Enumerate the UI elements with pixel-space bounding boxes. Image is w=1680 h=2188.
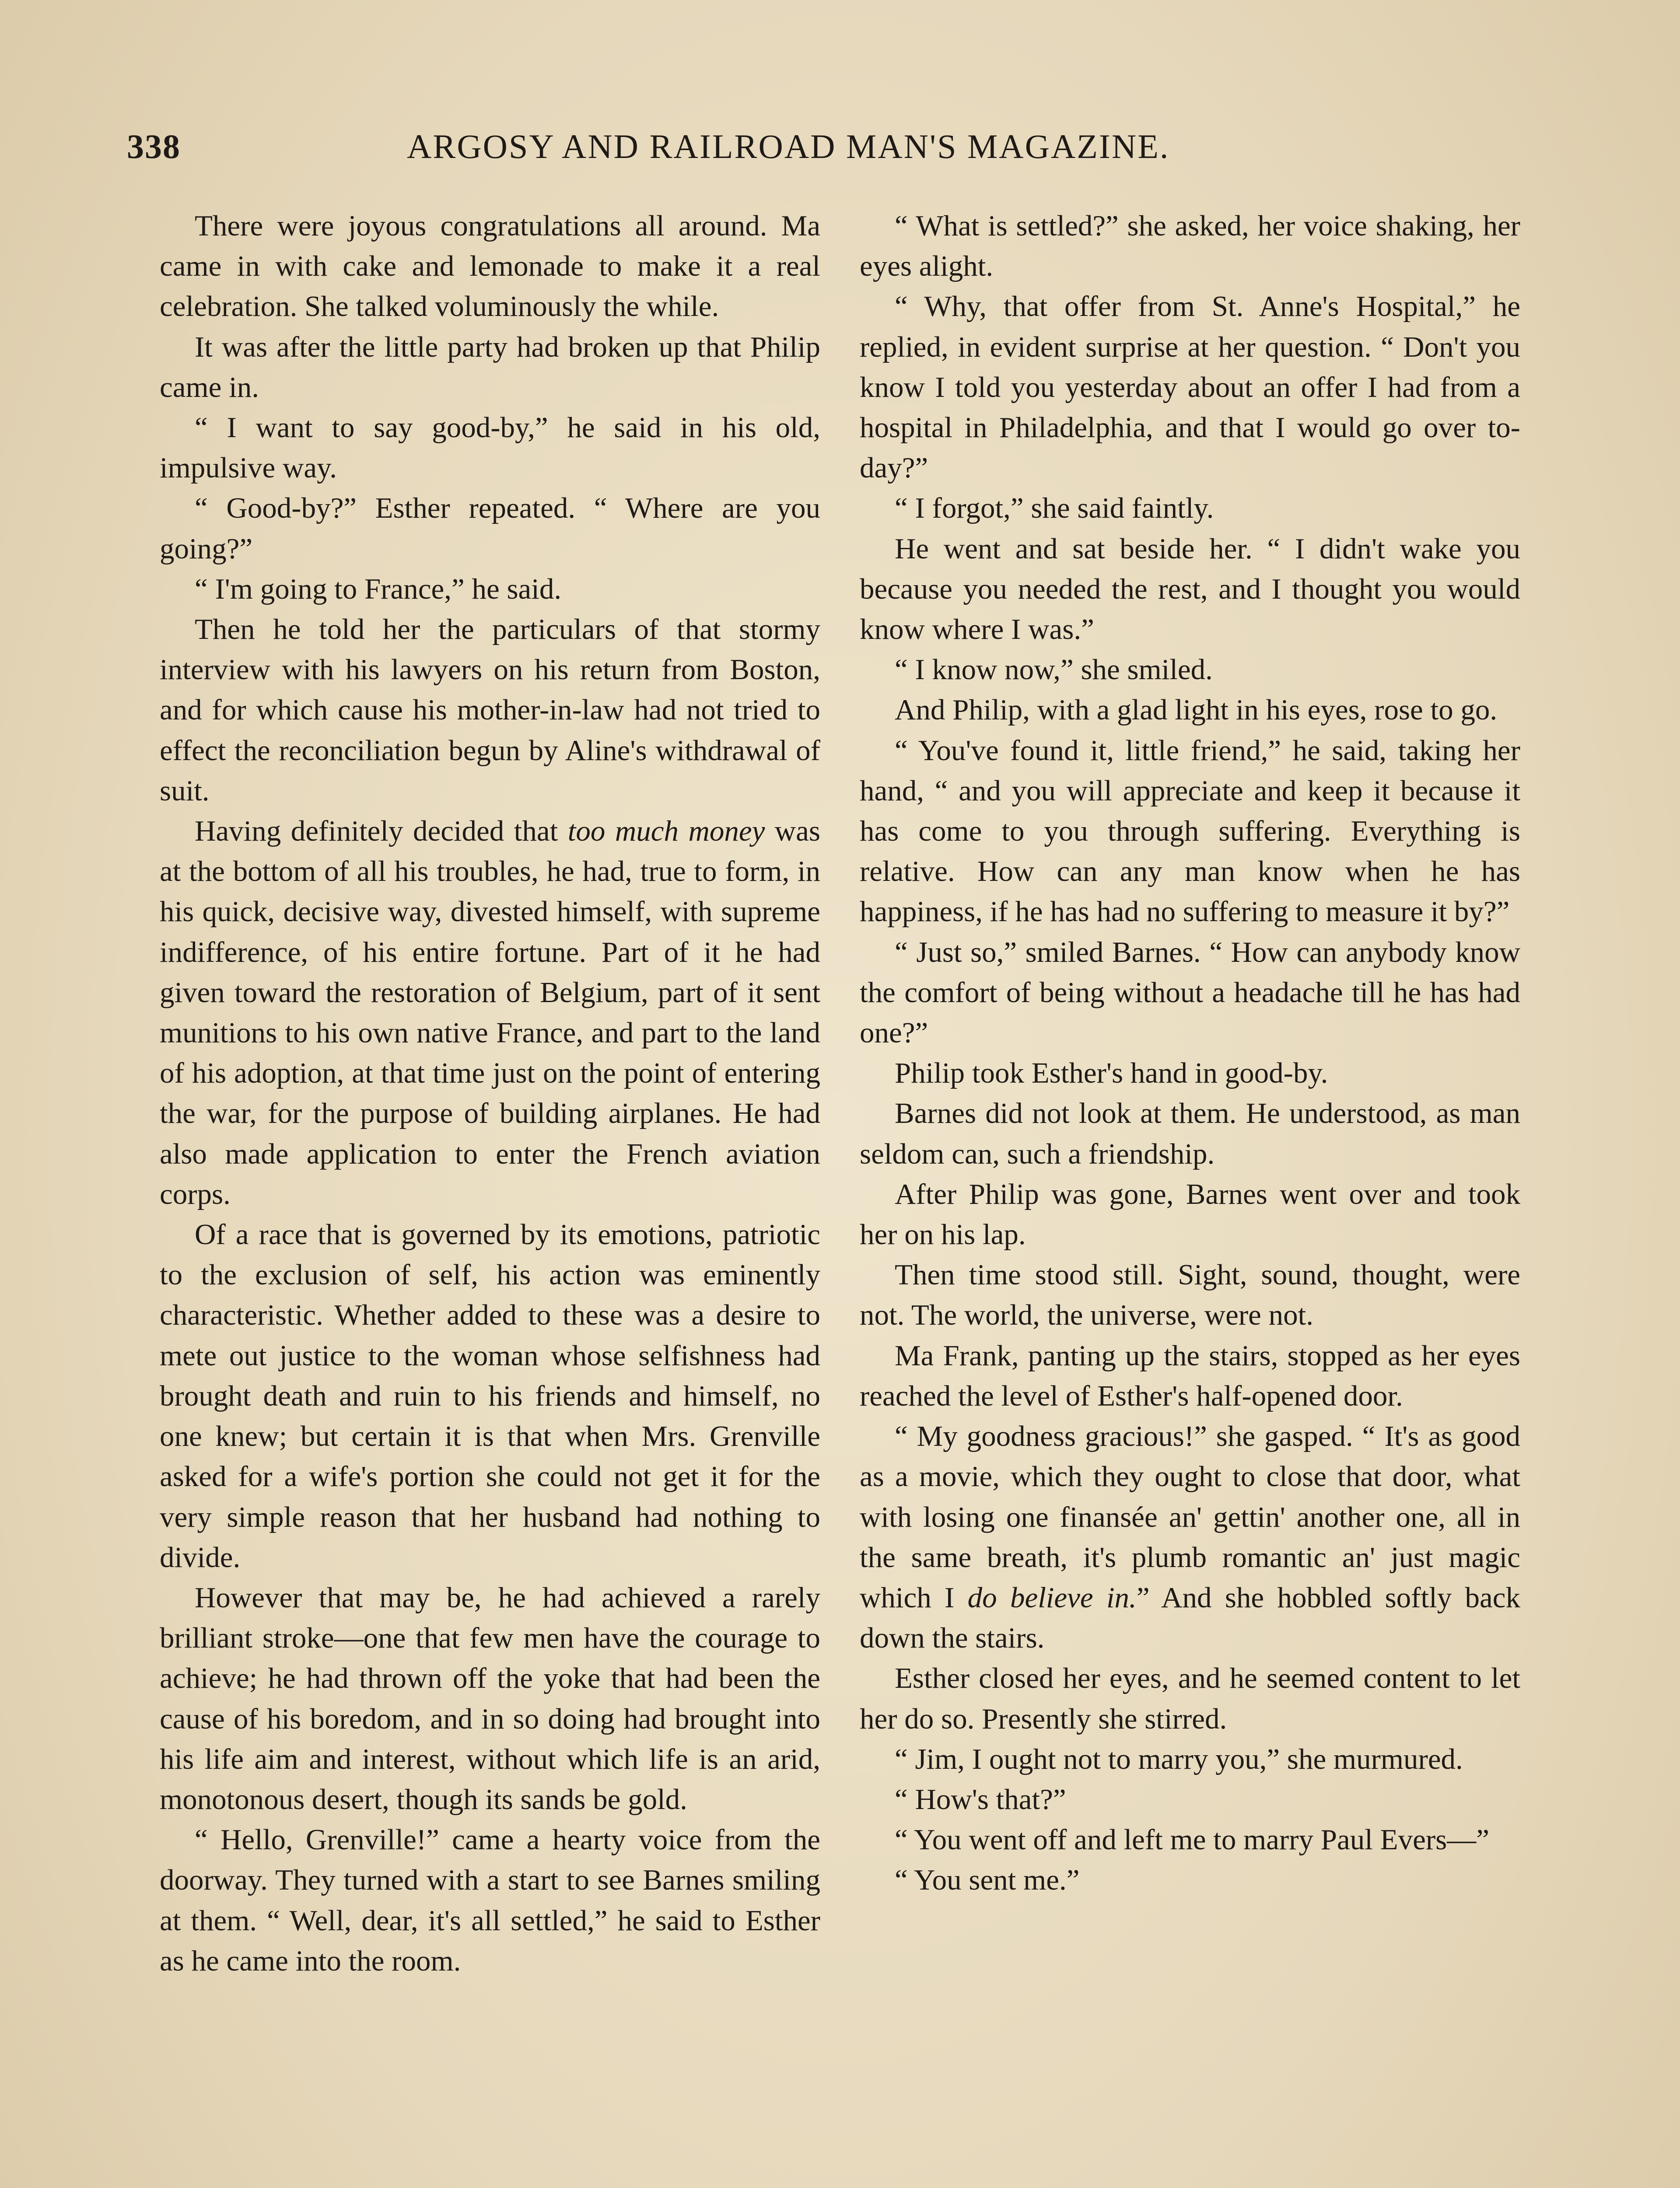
paragraph: “ I know now,” she smiled. (895, 653, 1213, 686)
paragraph: After Philip was gone, Barnes went over and took her on his lap. (860, 1178, 1520, 1251)
italic-phrase: too much money (567, 815, 765, 848)
paragraph: “ You sent me.” (895, 1864, 1080, 1897)
paragraph: And Philip, with a glad light in his eyes, rose to go. (895, 694, 1498, 726)
paragraph: It was after the little party had broken up that Philip came in. (160, 330, 820, 403)
paragraph: “ Why, that offer from St. Anne's Hospital,” he replied, in evident surprise at her question. “ Don't you know I told you yesterday about an offer I had from a hospital in Philadelphia, and that I would go over to-day?” (860, 290, 1520, 484)
paragraph: “ You've found it, little friend,” he said, taking her hand, “ and you will appreciate and keep it because it has come to you through suffering. Everything is relative. How can any man know when he has happiness, if he has had no suffering to measure it by?” (860, 734, 1520, 928)
paragraph: Then time stood still. Sight, sound, thought, were not. The world, the universe, were not. (860, 1259, 1520, 1332)
paragraph: “ Jim, I ought not to marry you,” she murmured. (895, 1743, 1463, 1775)
italic-phrase: do believe in. (967, 1581, 1137, 1614)
paragraph: There were joyous congratulations all around. Ma came in with cake and lemonade to make it a real celebration. She talked voluminously the while. (160, 210, 820, 323)
paragraph: “ How's that?” (895, 1783, 1066, 1816)
paragraph: Then he told her the particulars of that stormy interview with his lawyers on his return from Boston, and for which cause his mother-in-law had not tried to effect the reconciliation begun by Aline's withdrawal of suit. (160, 613, 820, 807)
paragraph: Ma Frank, panting up the stairs, stopped as her eyes reached the level of Esther's half-opened door. (860, 1339, 1520, 1412)
paragraph: “ I want to say good-by,” he said in his old, impulsive way. (160, 411, 820, 484)
right-column (860, 206, 1520, 1900)
paragraph: “ Hello, Grenville!” came a hearty voice from the doorway. They turned with a start to see Barnes smiling at them. “ Well, dear, it's all settled,” he said to Esther as he came into the room. (160, 1823, 820, 1977)
paragraph: “ You went off and left me to marry Paul Evers—” (895, 1823, 1489, 1856)
paragraph: “ I'm going to France,” he said. (195, 572, 562, 605)
paragraph: Esther closed her eyes, and he seemed content to let her do so. Presently she stirred. (860, 1662, 1520, 1735)
paragraph: Philip took Esther's hand in good-by. (895, 1057, 1328, 1090)
left-column (160, 206, 820, 1981)
paragraph: However that may be, he had achieved a rarely brilliant stroke—one that few men have the courage to achieve; he had thrown off the yoke that had been the cause of his boredom, and in so doing had brought into his life aim and interest, without which life is an arid, monotonous desert, though its sands be gold. (160, 1581, 820, 1816)
paragraph: Of a race that is governed by its emotions, patriotic to the exclusion of self, his action was eminently characteristic. Whether added to these was a desire to mete out justice to the woman whose selfishness had brought death and ruin to his friends and himself, no one knew; but certain it is that when Mrs. Grenville asked for a wife's portion she could not get it for the very simple reason that her husband had nothing to divide. (160, 1218, 820, 1574)
page-header (127, 127, 1536, 188)
paragraph: “ What is settled?” she asked, her voice shaking, her eyes alight. (860, 210, 1520, 283)
paragraph: Barnes did not look at them. He understood, as man seldom can, such a friendship. (860, 1097, 1520, 1170)
paragraph: “ Good-by?” Esther repeated. “ Where are you going?” (160, 492, 820, 565)
running-head: ARGOSY AND RAILROAD MAN'S MAGAZINE. (407, 127, 1170, 165)
paragraph: “ I forgot,” she said faintly. (895, 492, 1214, 525)
paragraph: Having definitely decided that too much money was at the bottom of all his troubles, he had, true to form, in his quick, decisive way, divested himself, with supreme indifference, of his entire fortune. Part of it he had given toward the restoration of Belgium, part of it sent munitions to his own native France, and part to the land of his adoption, at that time just on the point of entering the war, for the purpose of building airplanes. He had also made application to enter the French aviation corps. (160, 815, 820, 1210)
page-number: 338 (127, 127, 181, 165)
paragraph: He went and sat beside her. “ I didn't wake you because you needed the rest, and I thought you would know where I was.” (860, 532, 1520, 646)
paragraph: “ Just so,” smiled Barnes. “ How can anybody know the comfort of being without a headache till he has had one?” (860, 936, 1520, 1049)
paragraph: “ My goodness gracious!” she gasped. “ It's as good as a movie, which they ought to close that door, what with losing one finansée an' gettin' another one, all in the same breath, it's plumb romantic an' just magic which I do believe in.” And she hobbled softly back down the stairs. (860, 1420, 1520, 1655)
